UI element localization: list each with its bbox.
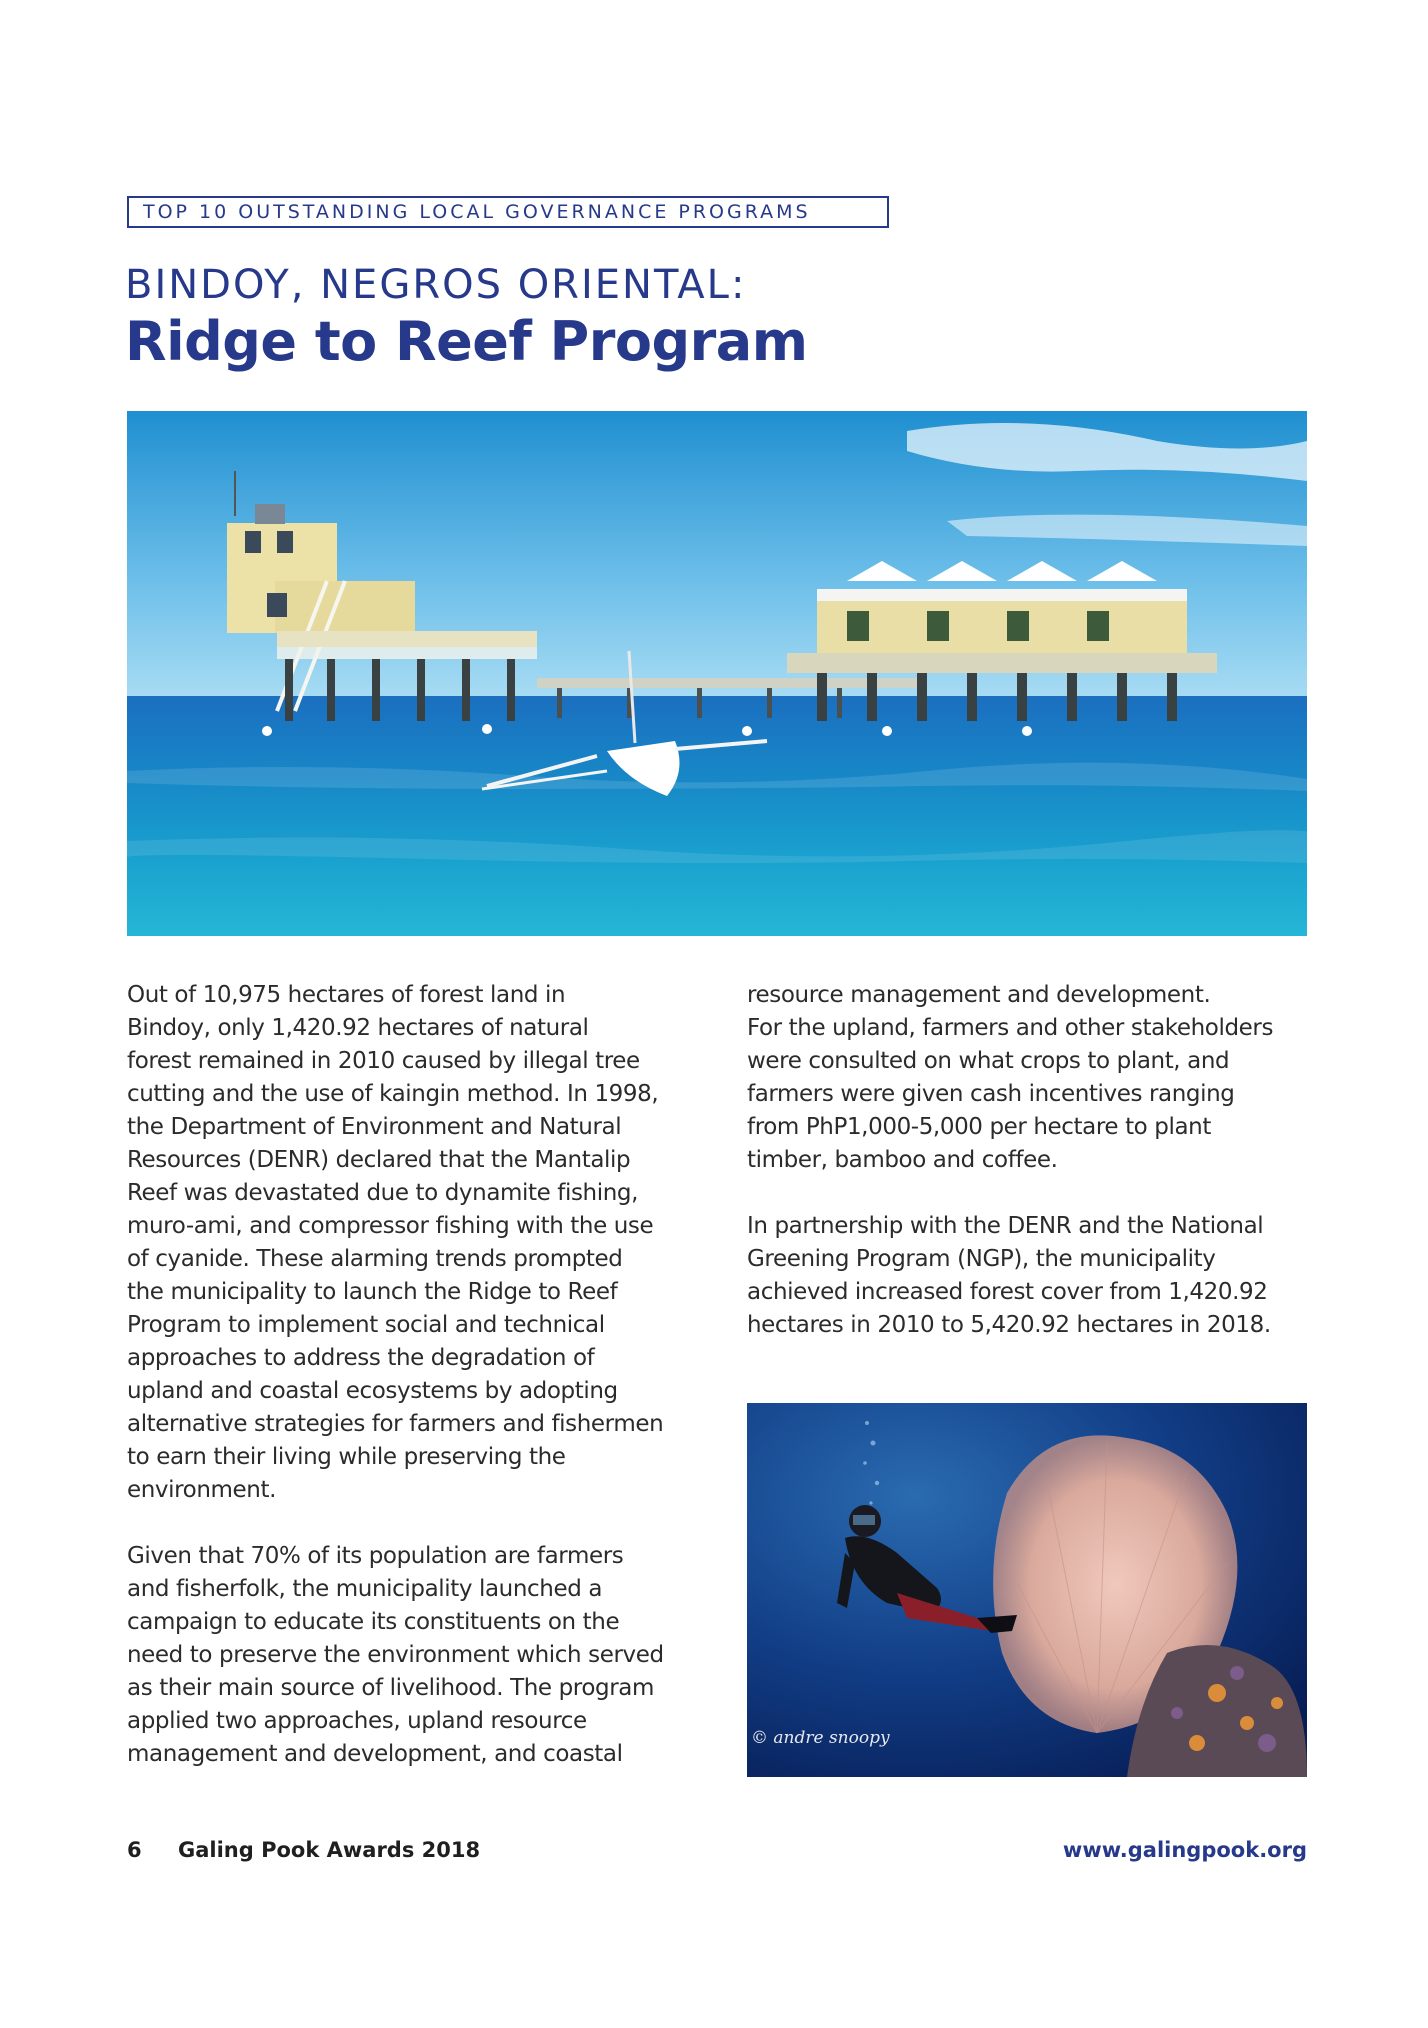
page-number: 6 (127, 1838, 142, 1862)
text-line: resource management and development. (747, 982, 1211, 1008)
text-line: Program to implement social and technical (127, 1312, 605, 1338)
text-line: Out of 10,975 hectares of forest land in (127, 982, 566, 1008)
text-line: to earn their living while preserving the (127, 1444, 566, 1470)
text-line: the Department of Environment and Natural (127, 1114, 622, 1140)
text-line: For the upland, farmers and other stakeholders (747, 1015, 1274, 1041)
text-line: as their main source of livelihood. The program (127, 1675, 654, 1701)
text-line: timber, bamboo and coffee. (747, 1147, 1058, 1173)
text-line: Bindoy, only 1,420.92 hectares of natural (127, 1015, 589, 1041)
text-line: the municipality to launch the Ridge to Reef (127, 1279, 618, 1305)
seaside-platform-photo (127, 411, 1307, 936)
section-eyebrow: TOP 10 OUTSTANDING LOCAL GOVERNANCE PROGRAMS (127, 196, 889, 228)
text-line: cutting and the use of kaingin method. In 1998, (127, 1081, 659, 1107)
seaside-platform-illustration (127, 411, 1307, 936)
location-heading: BINDOY, NEGROS ORIENTAL: (125, 262, 747, 308)
text-line: Resources (DENR) declared that the Mantalip (127, 1147, 631, 1173)
paragraph (747, 979, 1317, 1177)
text-line: farmers were given cash incentives ranging (747, 1081, 1235, 1107)
text-line: were consulted on what crops to plant, and (747, 1048, 1230, 1074)
photo-credit: © andre snoopy (751, 1728, 890, 1748)
text-line: forest remained in 2010 caused by illegal tree (127, 1048, 640, 1074)
text-line: of cyanide. These alarming trends prompted (127, 1246, 623, 1272)
text-line: from PhP1,000-5,000 per hectare to plant (747, 1114, 1211, 1140)
text-line: Given that 70% of its population are farmers (127, 1543, 624, 1569)
diver-sea-fan-illustration (747, 1403, 1307, 1777)
text-line: applied two approaches, upland resource (127, 1708, 587, 1734)
diver-sea-fan-photo (747, 1403, 1307, 1777)
text-line: achieved increased forest cover from 1,420.92 (747, 1279, 1268, 1305)
publication-name: Galing Pook Awards 2018 (178, 1838, 481, 1862)
text-line: muro-ami, and compressor fishing with the use (127, 1213, 654, 1239)
text-line: management and development, and coastal (127, 1741, 623, 1767)
text-line: need to preserve the environment which served (127, 1642, 664, 1668)
text-line: and fisherfolk, the municipality launched a (127, 1576, 603, 1602)
text-line: In partnership with the DENR and the National (747, 1213, 1264, 1239)
text-line: upland and coastal ecosystems by adopting (127, 1378, 618, 1404)
text-line: hectares in 2010 to 5,420.92 hectares in 2018. (747, 1312, 1271, 1338)
paragraph (747, 1210, 1317, 1342)
paragraph (127, 1540, 697, 1771)
text-line: environment. (127, 1477, 276, 1503)
text-line: campaign to educate its constituents on the (127, 1609, 620, 1635)
page-title: Ridge to Reef Program (125, 310, 808, 373)
text-line: Greening Program (NGP), the municipality (747, 1246, 1216, 1272)
text-line: approaches to address the degradation of (127, 1345, 595, 1371)
paragraph (127, 979, 697, 1507)
body-column-left (127, 979, 697, 1804)
body-column-right (747, 979, 1317, 1375)
text-line: alternative strategies for farmers and fishermen (127, 1411, 664, 1437)
text-line: Reef was devastated due to dynamite fishing, (127, 1180, 639, 1206)
website-link[interactable]: www.galingpook.org (1062, 1838, 1307, 1862)
